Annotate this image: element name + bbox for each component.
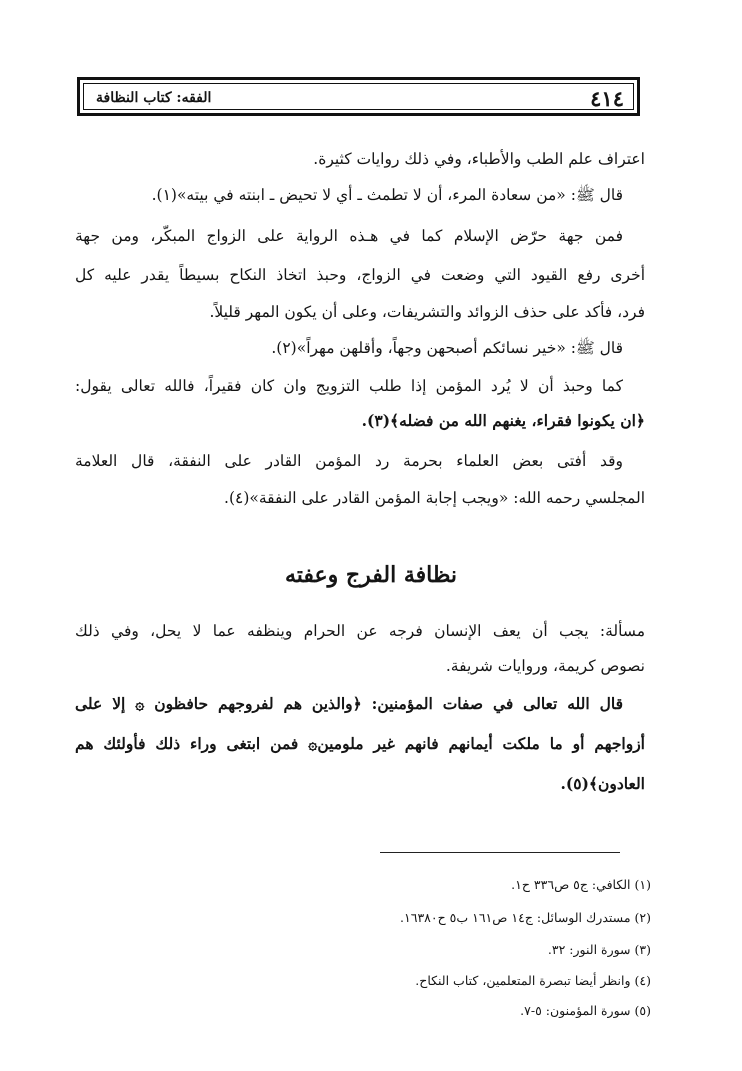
- body-line: قال ﷺ: «من سعادة المرء، أن لا تطمث ـ أي لا تحيض ـ ابنته في بيته»(١).: [151, 186, 623, 204]
- footnote: (٥) سورة المؤمنون: ٥-٧.: [520, 1003, 651, 1018]
- body-line: وقد أفتى بعض العلماء بحرمة رد المؤمن القادر على النفقة، قال العلامة: [75, 452, 623, 470]
- body-line: اعتراف علم الطب والأطباء، وفي ذلك روايات كثيرة.: [313, 150, 645, 168]
- page-header-inner-frame: [83, 83, 634, 110]
- running-title: الفقه: كتاب النظافة: [96, 90, 212, 106]
- footnote-separator: [380, 852, 620, 853]
- footnote: (٢) مستدرك الوسائل: ج١٤ ص١٦١ ب٥ ح١٦٣٨٠.: [400, 910, 651, 925]
- body-line: فمن جهة حرّض الإسلام كما في هـذه الرواية على الزواج المبكّر، ومن جهة: [75, 227, 623, 245]
- body-line: فرد، فأكد على حذف الزوائد والتشريفات، وعلى أن يكون المهر قليلاً.: [209, 303, 645, 321]
- body-line: المجلسي رحمه الله: «ويجب إجابة المؤمن القادر على النفقة»(٤).: [224, 489, 645, 507]
- body-line: أخرى رفع القيود التي وضعت في الزواج، وحبذ اتخاذ النكاح بسيطاً يقدر عليه كل: [75, 266, 645, 284]
- body-line: كما وحبذ أن لا يُرد المؤمن إذا طلب التزويج وان كان فقيراً، فالله تعالى يقول:: [75, 377, 623, 395]
- section-heading: نظافة الفرج وعفته: [284, 562, 458, 588]
- section-line: نصوص كريمة، وروايات شريفة.: [445, 657, 645, 675]
- footnote: (٣) سورة النور: ٣٢.: [547, 942, 651, 957]
- quran-quote: العادون﴾(٥).: [560, 774, 645, 793]
- page-number: ٤١٤: [590, 86, 624, 111]
- quran-quote: قال الله تعالى في صفات المؤمنين: ﴿والذين هم لفروجهم حافظون ۞ إلا على: [75, 694, 623, 713]
- footnote: (٤) وانظر أيضا تبصرة المتعلمين، كتاب النكاح.: [415, 973, 651, 988]
- quran-quote: أزواجهم أو ما ملكت أيمانهم فانهم غير ملومين۞ فمن ابتغى وراء ذلك فأولئك هم: [75, 734, 645, 753]
- page-header: [77, 77, 640, 116]
- quran-quote: ﴿ان يكونوا فقراء، يغنهم الله من فضله﴾(٣).: [361, 411, 645, 430]
- body-line: قال ﷺ: «خير نسائكم أصبحهن وجهاً، وأقلهن مهراً»(٢).: [271, 339, 623, 357]
- footnote: (١) الكافي: ج٥ ص٣٣٦ ح١.: [511, 877, 651, 892]
- section-line: مسألة: يجب أن يعف الإنسان فرجه عن الحرام وينظفه عما لا يحل، وفي ذلك: [75, 622, 645, 640]
